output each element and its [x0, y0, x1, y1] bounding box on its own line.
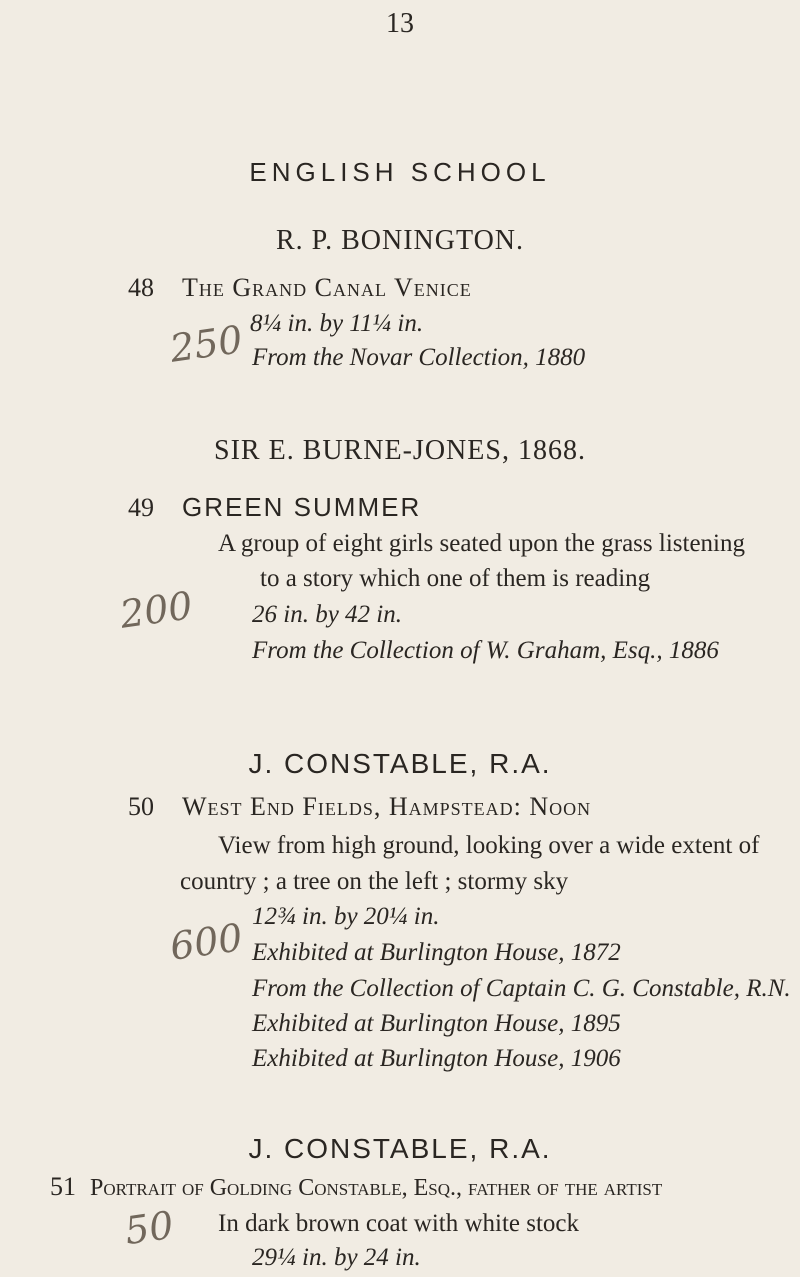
lot-line: [128, 492, 421, 523]
lot-title: Portrait of Golding Constable, Esq., father of the artist: [90, 1175, 663, 1201]
lot-line: [128, 273, 472, 303]
lot-exhibition: Exhibited at Burlington House, 1906: [252, 1045, 621, 1072]
page-number: 13: [386, 8, 414, 39]
handwritten-annotation: 50: [122, 1202, 177, 1254]
lot-line: [128, 792, 591, 822]
school-heading: ENGLISH SCHOOL: [249, 157, 551, 187]
lot-number: 48: [128, 273, 154, 302]
lot-description: View from high ground, looking over a wide extent of: [218, 832, 760, 859]
lot-number: 51: [50, 1172, 76, 1201]
lot-title: West End Fields, Hampstead: Noon: [182, 792, 592, 821]
lot-description: country ; a tree on the left ; stormy sky: [180, 868, 569, 895]
lot-provenance: From the Collection of W. Graham, Esq., 1886: [252, 637, 719, 664]
lot-description: A group of eight girls seated upon the grass listening: [218, 530, 746, 557]
lot-line: [50, 1172, 662, 1202]
lot-dimensions: 8¼ in. by 11¼ in.: [250, 310, 424, 337]
lot-title: GREEN SUMMER: [182, 492, 422, 522]
lot-number: 50: [128, 792, 154, 821]
lot-provenance: From the Novar Collection, 1880: [252, 344, 586, 371]
lot-exhibition: Exhibited at Burlington House, 1872: [252, 939, 621, 966]
handwritten-annotation: 600: [167, 915, 246, 969]
lot-description: to a story which one of them is reading: [260, 565, 651, 592]
lot-title: The Grand Canal Venice: [182, 273, 472, 302]
lot-dimensions: 26 in. by 42 in.: [252, 601, 402, 628]
artist-name: J. CONSTABLE, R.A.: [248, 748, 552, 779]
lot-number: 49: [128, 493, 154, 522]
handwritten-annotation: 200: [117, 583, 196, 637]
lot-provenance: From the Collection of Captain C. G. Constable, R.N.: [252, 975, 791, 1002]
handwritten-annotation: 250: [167, 317, 246, 371]
artist-name: R. P. BONINGTON.: [275, 225, 525, 256]
lot-description: In dark brown coat with white stock: [218, 1210, 580, 1237]
artist-name: J. CONSTABLE, R.A.: [248, 1133, 552, 1164]
artist-name: SIR E. BURNE-JONES, 1868.: [214, 435, 586, 466]
lot-dimensions: 12¾ in. by 20¼ in.: [252, 903, 440, 930]
lot-exhibition: Exhibited at Burlington House, 1895: [252, 1010, 621, 1037]
lot-dimensions: 29¼ in. by 24 in.: [252, 1244, 421, 1271]
